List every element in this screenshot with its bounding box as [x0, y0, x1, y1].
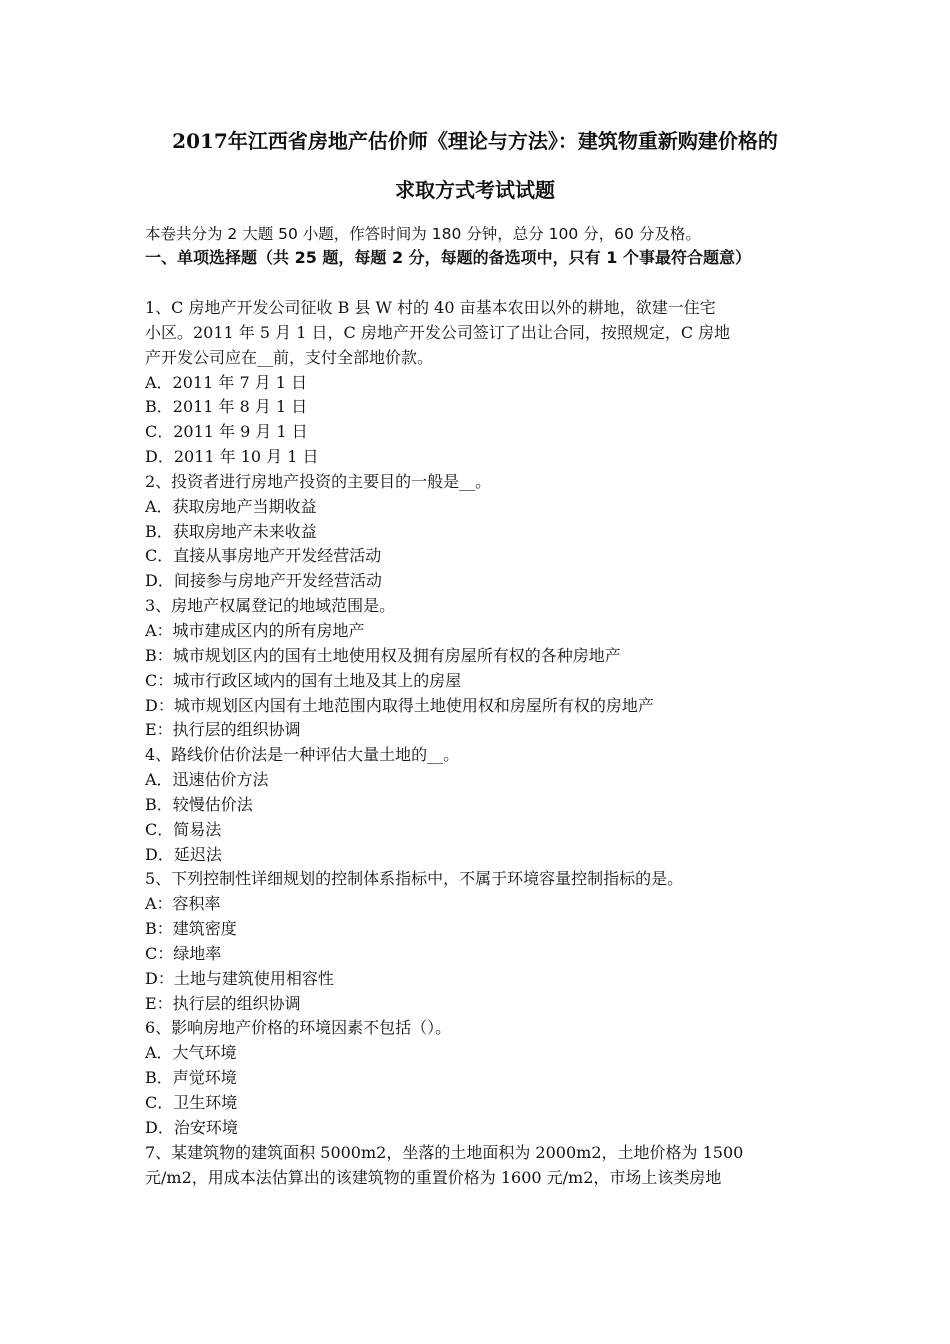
text-line: B．2011 年 8 月 1 日: [145, 397, 308, 417]
text-line: E：执行层的组织协调: [145, 993, 301, 1013]
text-line: A：城市建成区内的所有房地产: [145, 620, 365, 640]
document-title-line-1: 2017年江西省房地产估价师《理论与方法》：建筑物重新购建价格的: [172, 129, 778, 153]
document-title-line-2: 求取方式考试试题: [395, 178, 555, 202]
text-line: 元/m2，用成本法估算出的该建筑物的重置价格为 1600 元/m2，市场上该类房地: [145, 1167, 722, 1187]
text-line: A．获取房地产当期收益: [145, 496, 317, 516]
text-line: C．2011 年 9 月 1 日: [145, 422, 308, 442]
text-line: C．简易法: [145, 819, 222, 839]
text-line: C：城市行政区域内的国有土地及其上的房屋: [145, 670, 462, 690]
text-line: A：容积率: [145, 894, 221, 914]
text-line: 4、路线价估价法是一种评估大量土地的__。: [145, 745, 460, 765]
text-line: 2、投资者进行房地产投资的主要目的一般是__。: [145, 471, 492, 491]
text-line: 产开发公司应在__前，支付全部地价款。: [145, 347, 434, 367]
text-line: A．大气环境: [145, 1043, 237, 1063]
text-line: D．2011 年 10 月 1 日: [145, 447, 319, 467]
text-line: D．治安环境: [145, 1117, 238, 1137]
text-line: D．间接参与房地产开发经营活动: [145, 571, 382, 591]
text-line: 1、C 房地产开发公司征收 B 县 W 村的 40 亩基本农田以外的耕地，欲建一住宅: [145, 298, 716, 317]
text-line: B：建筑密度: [145, 919, 237, 939]
text-line: 7、某建筑物的建筑面积 5000m2，坐落的土地面积为 2000m2，土地价格为 1500: [145, 1142, 744, 1162]
text-line: 6、影响房地产价格的环境因素不包括（）。: [145, 1018, 452, 1038]
text-line: D：土地与建筑使用相容性: [145, 968, 334, 988]
text-line: C．卫生环境: [145, 1093, 238, 1112]
section-heading: 一、单项选择题（共 25 题，每题 2 分，每题的备选项中，只有 1 个事最符合题意）: [145, 248, 751, 267]
exam-intro: 本卷共分为 2 大题 50 小题，作答时间为 180 分钟，总分 100 分，60 分及格。: [145, 225, 701, 243]
text-line: E：执行层的组织协调: [145, 720, 301, 740]
text-line: D：城市规划区内国有土地范围内取得土地使用权和房屋所有权的房地产: [145, 695, 654, 715]
text-line: B．获取房地产未来收益: [145, 521, 317, 541]
text-line: C：绿地率: [145, 943, 222, 963]
text-line: 5、下列控制性详细规划的控制体系指标中，不属于环境容量控制指标的是。: [145, 869, 684, 889]
text-line: C．直接从事房地产开发经营活动: [145, 546, 382, 566]
text-line: B：城市规划区内的国有土地使用权及拥有房屋所有权的各种房地产: [145, 645, 621, 665]
text-line: B．较慢估价法: [145, 794, 253, 814]
question-body: [145, 296, 815, 1190]
text-line: 小区。2011 年 5 月 1 日，C 房地产开发公司签订了出让合同，按照规定，C 房地: [145, 322, 731, 342]
text-line: A．2011 年 7 月 1 日: [145, 372, 308, 392]
text-line: B．声觉环境: [145, 1068, 237, 1088]
text-line: D．延迟法: [145, 844, 222, 864]
text-line: 3、房地产权属登记的地域范围是。: [145, 596, 396, 616]
text-line: A．迅速估价方法: [145, 770, 269, 790]
